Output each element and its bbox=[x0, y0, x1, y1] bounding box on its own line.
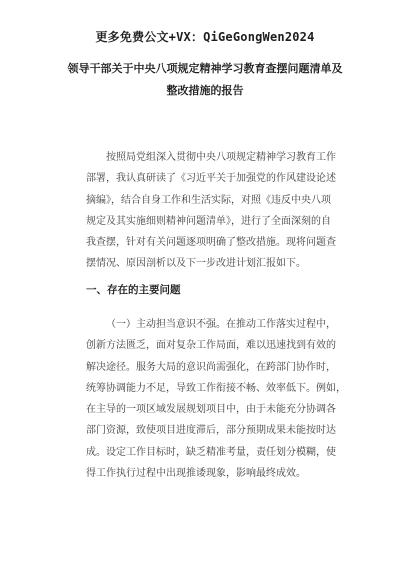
paragraph-line: （一）主动担当意识不强。在推动工作落实过程中， bbox=[106, 319, 336, 330]
intro-paragraph bbox=[86, 147, 356, 275]
paragraph-line: 部门资源，致使项目进度滞后，部分预期成果未能按时达 bbox=[86, 425, 336, 437]
paragraph-line: 成。设定工作目标时，缺乏精准考量，责任划分模糊，使 bbox=[86, 446, 336, 458]
section-paragraph bbox=[86, 314, 356, 484]
paragraph-line: 创新方法匮乏，面对复杂工作局面，难以迅速找到有效的 bbox=[86, 340, 336, 352]
paragraph-line: 我查摆，针对有关问题逐项明确了整改措施。现将问题查 bbox=[86, 237, 336, 249]
paragraph-line: 按照局党组深入贯彻中央八项规定精神学习教育工作 bbox=[106, 152, 336, 163]
paragraph-line: 摆情况、原因剖析以及下一步改进计划汇报如下。 bbox=[86, 258, 306, 270]
page-header: 更多免费公文+VX：QiGeGongWen2024 bbox=[95, 30, 315, 44]
paragraph-line: 规定及其实施细则精神问题清单》，进行了全面深刻的自 bbox=[86, 215, 331, 227]
paragraph-line: 得工作执行过程中出现推诿现象，影响最终成效。 bbox=[86, 468, 306, 480]
paragraph-line: 摘编》，结合自身工作和生活实际，对照《违反中央八项 bbox=[86, 194, 331, 206]
paragraph-line: 统筹协调能力不足，导致工作衔接不畅、效率低下。例如， bbox=[86, 382, 346, 394]
document-title bbox=[40, 58, 370, 102]
paragraph-line: 部署，我认真研读了《习近平关于加强党的作风建设论述 bbox=[86, 173, 336, 185]
section-heading: 一、存在的主要问题 bbox=[86, 284, 181, 296]
title-line-2: 整改措施的报告 bbox=[166, 84, 244, 97]
title-line-1: 领导干部关于中央八项规定精神学习教育查摆问题清单及 bbox=[67, 62, 343, 75]
paragraph-line: 在主导的一项区域发展规划项目中，由于未能充分协调各 bbox=[86, 404, 336, 416]
paragraph-line: 解决途径。服务大局的意识尚需强化，在跨部门协作时， bbox=[86, 361, 336, 373]
